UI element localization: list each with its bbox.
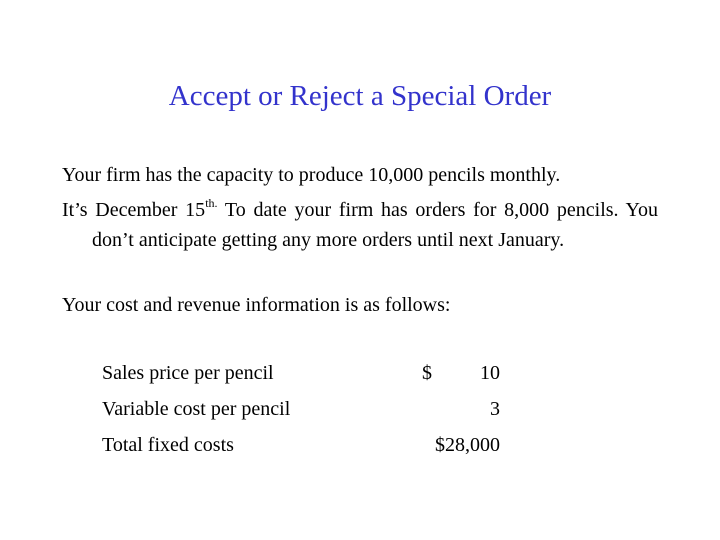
cost-currency: $	[422, 362, 432, 384]
cost-value: $28,000	[435, 434, 500, 456]
orders-paragraph-superscript: th.	[205, 196, 218, 211]
slide-body	[62, 160, 658, 320]
orders-paragraph-rest: To date your firm has orders for 8,000 pencils. You don’t anticipate getting any more orders until next January.	[92, 199, 658, 251]
capacity-paragraph: Your firm has the capacity to produce 10,000 pencils monthly.	[62, 164, 561, 186]
orders-paragraph	[62, 195, 658, 255]
orders-paragraph-lead: It’s December 15	[62, 199, 206, 221]
cost-intro: Your cost and revenue information is as follows:	[62, 294, 451, 316]
cost-label: Variable cost per pencil	[102, 398, 291, 420]
slide-title: Accept or Reject a Special Order	[168, 80, 552, 112]
cost-value: 10	[480, 362, 500, 384]
cost-value: 3	[490, 398, 500, 420]
cost-label: Total fixed costs	[102, 434, 234, 456]
cost-label: Sales price per pencil	[102, 362, 274, 384]
